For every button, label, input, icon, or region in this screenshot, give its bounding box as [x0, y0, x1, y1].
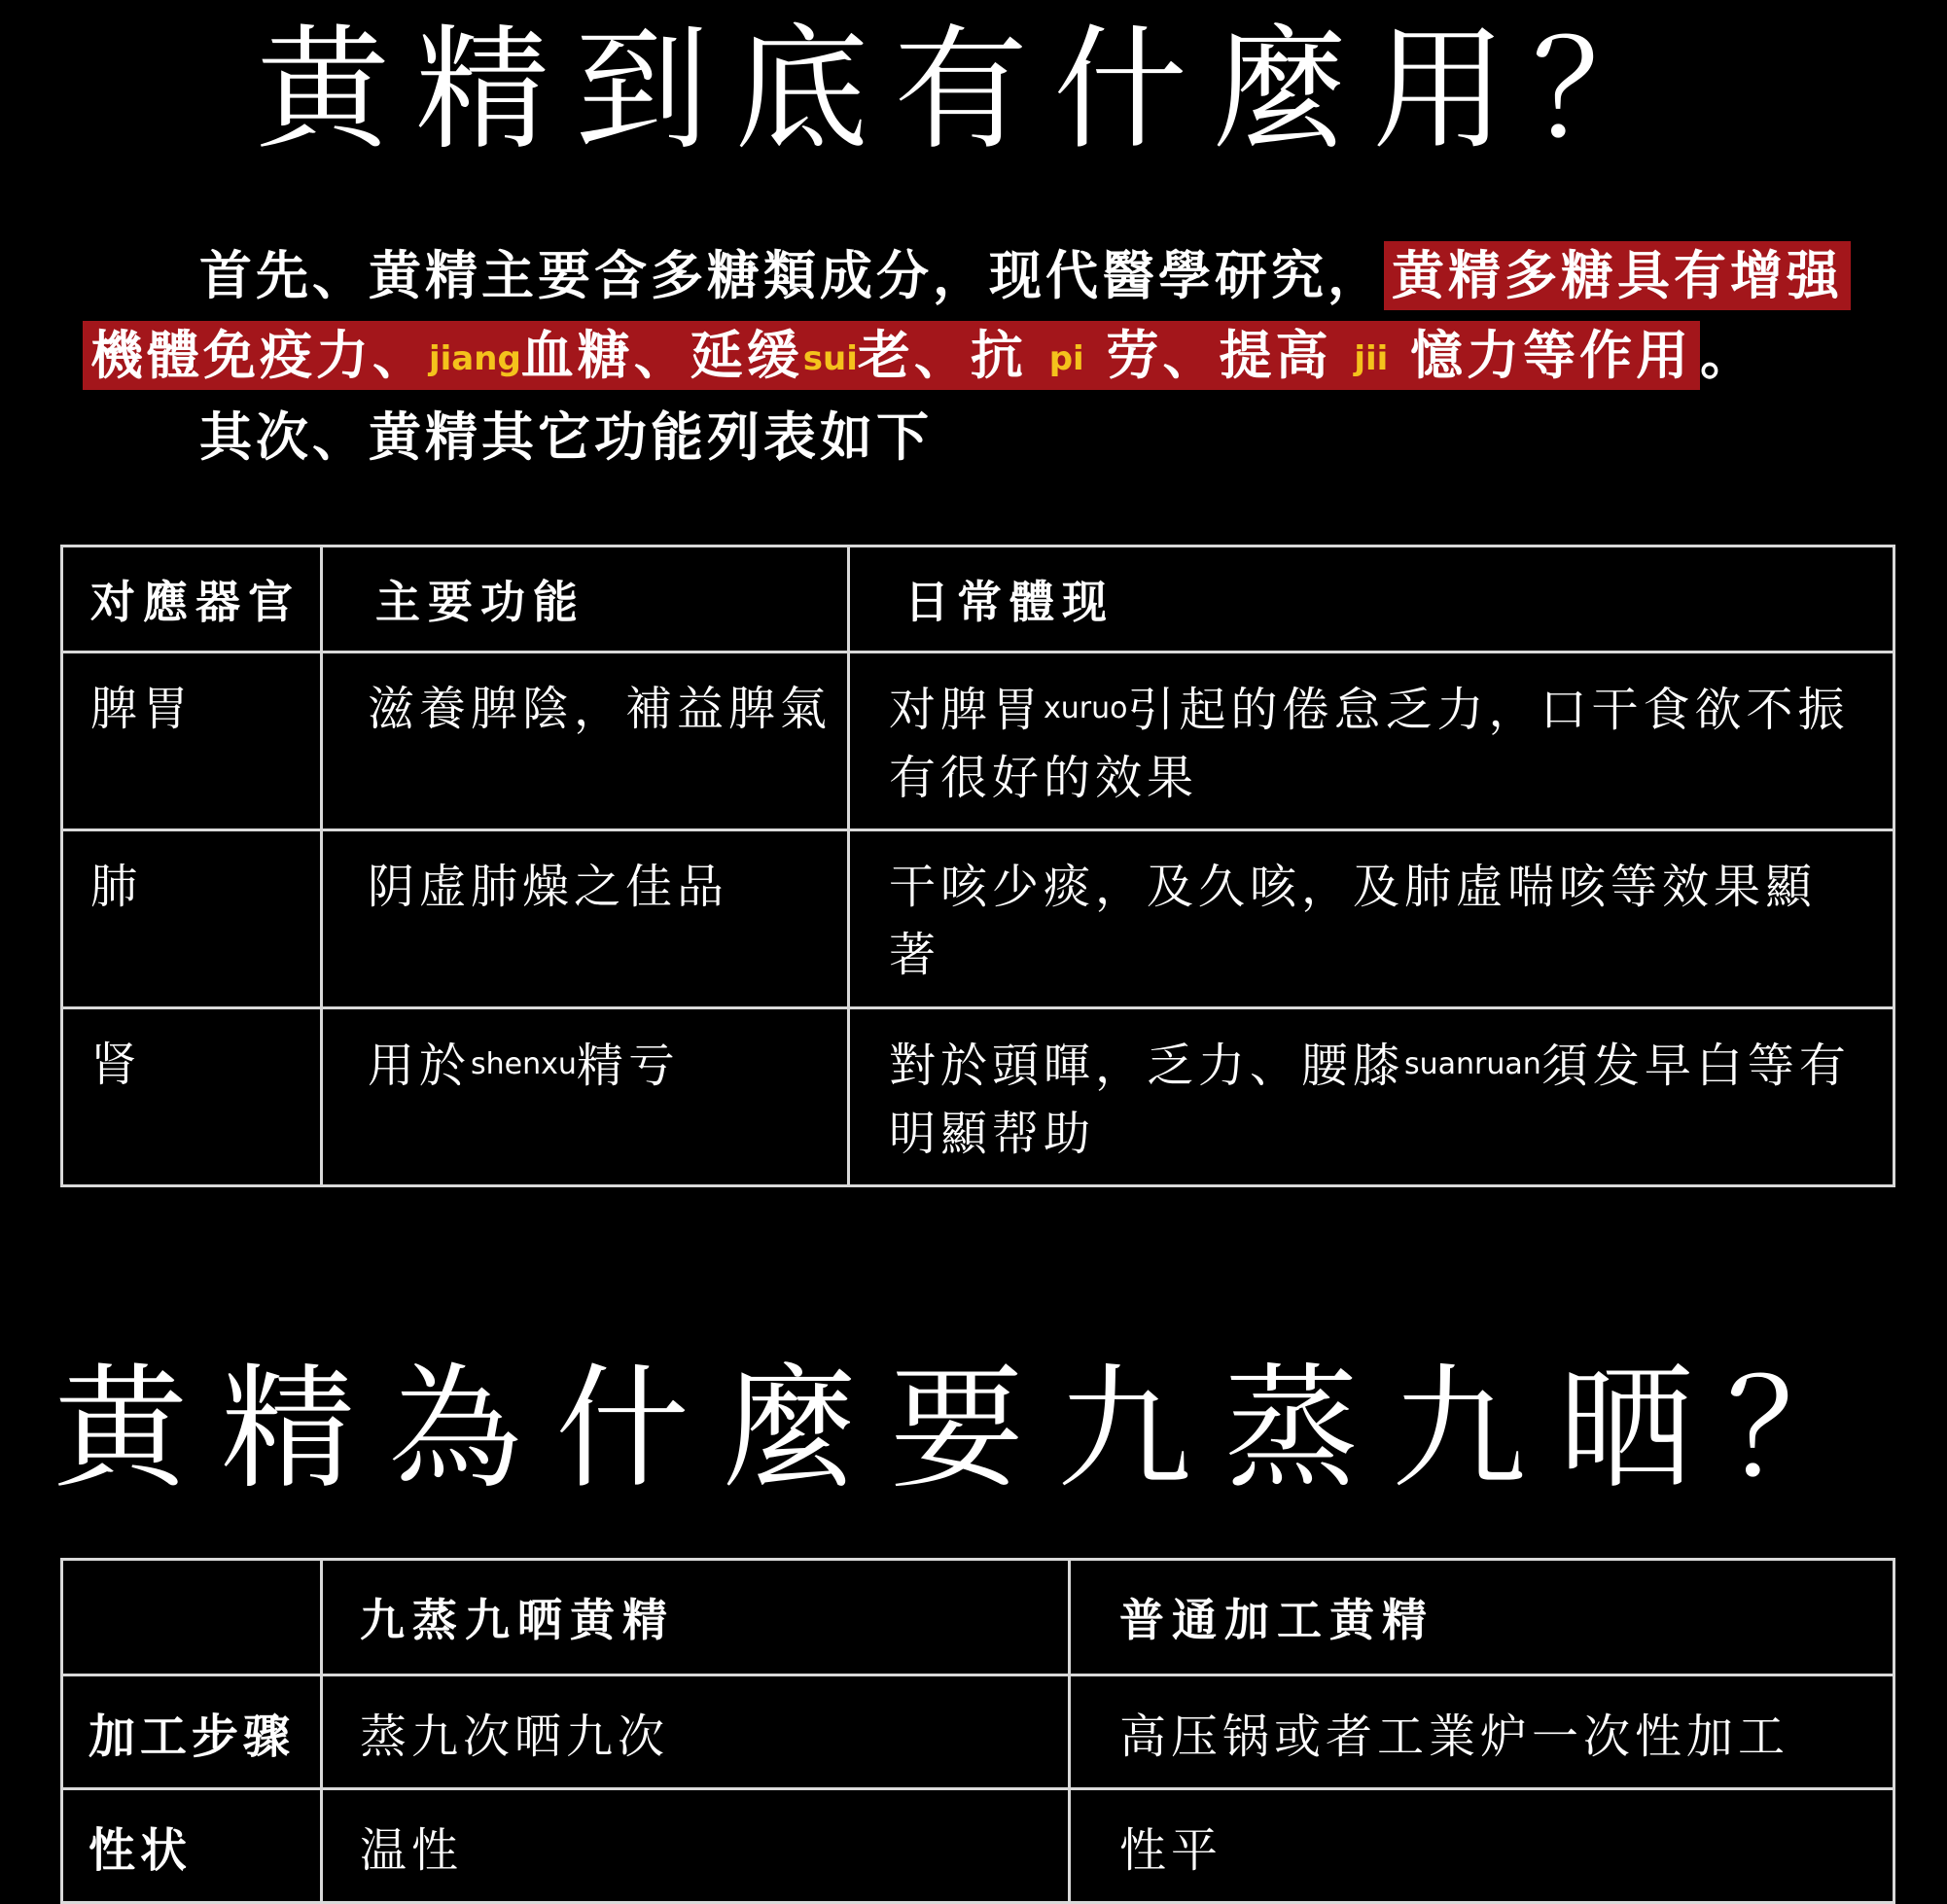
function-table: [60, 545, 1895, 1187]
highlight-text: 血糖、延缓: [520, 325, 803, 386]
header-organ: 对應器官: [62, 547, 322, 652]
function-text: 用於: [368, 1039, 472, 1093]
effect-cell: [849, 652, 1894, 830]
organ-cell: 脾胃: [62, 652, 322, 830]
header-effect: 日常體现: [849, 547, 1894, 652]
highlight-text: 劳、提高: [1083, 325, 1355, 386]
regular-cell: 高压锅或者工業炉一次性加工: [1070, 1675, 1894, 1789]
highlight-text: 機體免疫力、: [90, 325, 429, 386]
intro-highlight: 黄精多糖具有增强: [1384, 241, 1851, 310]
intro-text: 首先、黄精主要含多糖類成分，现代醫學研究，: [199, 245, 1384, 306]
regular-cell: 性平: [1070, 1789, 1894, 1903]
organ-cell: 肺: [62, 830, 322, 1008]
pinyin-annotation: sui: [802, 339, 858, 378]
section1-title: 黄精到底有什麼用？: [255, 12, 1691, 168]
table-row: [62, 652, 1894, 830]
organ-cell: 肾: [62, 1008, 322, 1186]
processing-table: [60, 1558, 1895, 1904]
table-row: [62, 1675, 1894, 1789]
pinyin-annotation: xuruo: [1044, 691, 1128, 725]
function-cell: [322, 1008, 849, 1186]
header-empty: [62, 1560, 322, 1675]
effect-text: 对脾胃: [889, 683, 1044, 737]
pinyin-annotation: jiang: [429, 339, 521, 378]
header-nine-steam: 九蒸九晒黄精: [322, 1560, 1070, 1675]
header-regular: 普通加工黄精: [1070, 1560, 1894, 1675]
pinyin-annotation: jii: [1354, 339, 1389, 378]
header-function: 主要功能: [322, 547, 849, 652]
highlight-text: 憶力等作用: [1388, 325, 1693, 386]
effect-text: 對於頭暉，乏力、腰膝: [889, 1039, 1405, 1093]
intro-line-2: [83, 316, 1756, 399]
section2-title: 黄精為什麼要九蒸九晒？: [53, 1351, 1894, 1507]
table-header-row: [62, 547, 1894, 652]
intro-line-1: [199, 236, 1851, 316]
function-cell: 滋養脾陰，補益脾氣: [322, 652, 849, 830]
table-header-row: [62, 1560, 1894, 1675]
nine-steam-cell: 温性: [322, 1789, 1070, 1903]
pinyin-annotation: shenxu: [471, 1047, 577, 1081]
nine-steam-cell: 蒸九次晒九次: [322, 1675, 1070, 1789]
table-row: [62, 830, 1894, 1008]
effect-cell: [849, 1008, 1894, 1186]
row-label: 加工步骤: [62, 1675, 322, 1789]
table-row: [62, 1008, 1894, 1186]
intro-paragraph-2: 其次、黄精其它功能列表如下: [199, 406, 933, 468]
function-text: 精亏: [576, 1039, 680, 1093]
effect-text: 須发早白等有明顯帮助: [889, 1039, 1851, 1161]
function-cell: 阴虚肺燥之佳品: [322, 830, 849, 1008]
intro-highlight-2: [83, 321, 1700, 390]
highlight-text: 老、抗: [857, 325, 1049, 386]
effect-cell: 干咳少痰，及久咳，及肺虛喘咳等效果顯著: [849, 830, 1894, 1008]
pinyin-annotation: suanruan: [1404, 1047, 1541, 1081]
intro-period: 。: [1700, 325, 1757, 386]
effect-text: 引起的倦怠乏力，口干食欲不振有很好的效果: [889, 683, 1850, 805]
row-label: 性状: [62, 1789, 322, 1903]
pinyin-annotation: pi: [1048, 339, 1084, 378]
table-row: [62, 1789, 1894, 1903]
